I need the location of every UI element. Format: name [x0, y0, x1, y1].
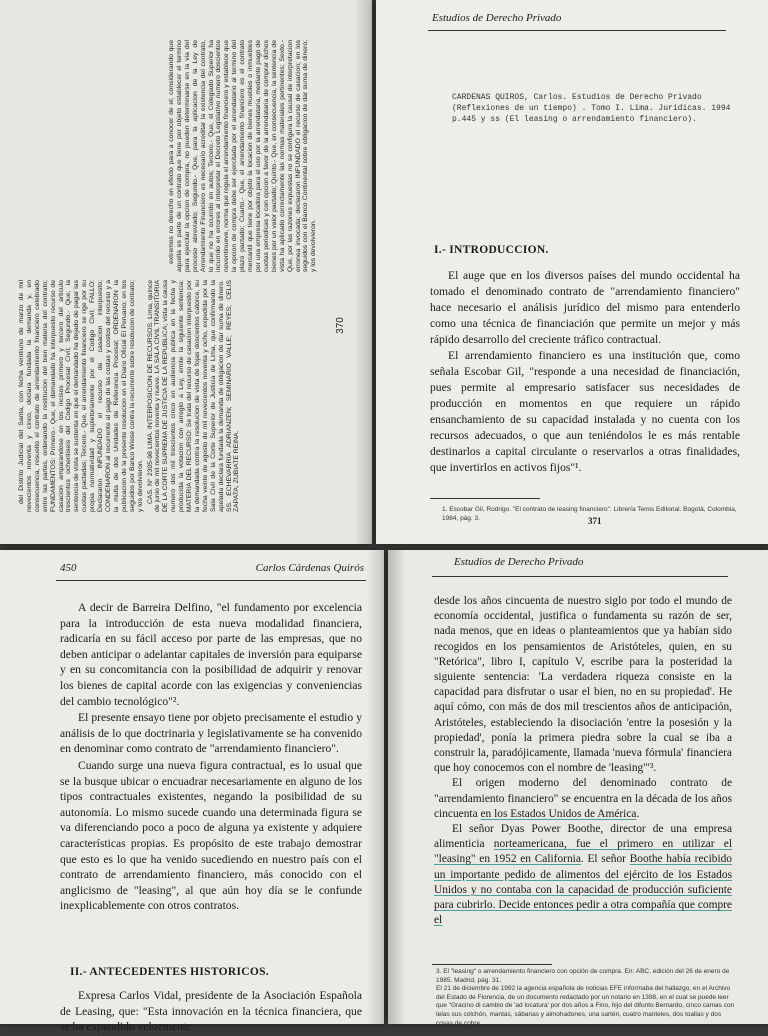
highlighted-text: Boothe había recibido un importante pedido de alimentos del ejército de los Estados Unidos y no contaba con la capacidad de producción suficiente para cubrirlo. Decide entonces pedir a otra compañía que compre el: [434, 853, 733, 927]
rotated-column-right: [168, 40, 318, 272]
header-rule: [432, 576, 728, 577]
legal-paragraph: del Distrito Judicial del Santa, con fecha veintiuno de marzo de mil novecientos noventa y cinco, declara fundada la demanda y, en consecuencia, resuelto el contrato de arrendamiento financiero celebrado entre las partes, ordenando la restitucion del bien materia del contrato; FUNDAMENTOS: Primero.- Que, el demandado ha interpuesto recurso de casacion amparandose en los incisos primero y tercero del articulo trescientos ochentiseis del Codigo Procesal Civil; Segundo.- Que, la sentencia de vista se sustenta en que el demandado ha dejado de pagar las cuotas pactadas; Tercero.- Que, el arrendamiento financiero se rige por su propia normatividad y supletoriamente por el Codigo Civil; FALLO: Declararon INFUNDADO el recurso de casacion interpuesto; CONDENARON al recurrente al pago de las costas y costos del recurso y a la multa de dos Unidades de Referencia Procesal; ORDENARON la publicacion de la presente resolucion en el Diario Oficial El Peruano; en los seguidos por Banco Wiese contra la recurrente sobre resolucion de contrato; y los devolvieron.: [18, 280, 144, 512]
paragraph: [434, 822, 732, 928]
header-rule: [56, 580, 366, 581]
header-rule: [428, 30, 726, 31]
section-title: II.- ANTECEDENTES HISTORICOS.: [70, 966, 269, 978]
gutter-shadow: [366, 550, 384, 1024]
text-run: . El señor: [580, 853, 630, 866]
running-head: Estudios de Derecho Privado: [454, 556, 584, 568]
footnote-rule: [430, 498, 540, 499]
paragraph: El presente ensayo tiene por objeto precisamente el estudio y análisis de lo que doctrinaria y legislativamente se ha convenido en denominar como contrato de "arrendamiento financiero".: [60, 711, 362, 756]
text-run: El origen moderno del denominado contrato de "arrendamiento financiero" se encuentra en la década de los años cincuenta: [434, 777, 732, 820]
page-number: 371: [588, 516, 602, 526]
legal-paragraph: extremos no derecho en efecto para a conocer de el; considerando que aquella es parte de un contrato que tiene por objeto establecer el termino para ejercitar la opcion de compra, no pueden determinarse en la via del proceso abreviado; Segundo.- Que, para la aplicacion de la Ley de Arrendamiento Financiero es necesario acreditar la existencia del contrato, lo que no ha ocurrido en autos; Tercero.- Que, el Colegiado Superior ha incurrido en errores al interpretar el Decreto Legislativo numero doscientos noventinueve, norma que regula el arrendamiento financiero y establece que la opcion de compra debe ser ejercitada por el arrendatario al termino del plazo pactado; Cuarto.- Que, el arrendamiento financiero es el contrato mercantil que tiene por objeto la locacion de bienes muebles o inmuebles por una empresa locadora para el uso por la arrendataria, mediante pago de cuotas periodicas y con opcion a favor de la arrendataria de comprar dichos bienes por un valor pactado; Quinto.- Que, en consecuencia, la sentencia de vista ha aplicado correctamente las normas materiales pertinentes; Sexto.- Que, por las razones expuestas no se configura la causal de interpretacion erronea invocada; declararon INFUNDADO el recurso de casacion; en los seguidos con el Banco Continental sobre obligacion de dar suma de dinero; y los devolvieron.: [168, 40, 318, 272]
paragraph: [434, 776, 732, 822]
body-text-continued: [60, 988, 362, 1036]
page-top-left: [0, 0, 372, 544]
rotated-column-left: [18, 280, 241, 512]
paragraph: Cuando surge una nueva figura contractual, es lo usual que se la busque ubicar o encuadrar necesariamente en alguno de los tipos contractuales existentes, negando la posibilidad de su autonomía. Lo mismo sucede cuando una determinada figura se va diferenciando poco a poco de alguna ya existente y adquiere características propias. Es propósito de este trabajo demostrar que esto es lo que ha venido sucediendo en nuestro país con el contrato de arrendamiento financiero, más conocido con el anglicismo de "leasing", al que aún hoy día se le confunde inexplicablemente con otros contratos.: [60, 758, 362, 913]
section-title: I.- INTRODUCCION.: [434, 244, 549, 256]
paragraph: El auge que en los diversos países del mundo occidental ha tomado el denominado contrato de "arrendamiento financiero" hace necesario el análisis jurídico del mismo para entenderlo como una técnica de financiación que permite un mejor y más rápido desarrollo del creciente tráfico contractual.: [430, 269, 740, 346]
body-text: [434, 594, 732, 928]
gutter-shadow: [388, 550, 406, 1024]
running-head: Estudios de Derecho Privado: [432, 12, 562, 24]
highlighted-text: norteamericana, fue el primero en utilizar el "leasing" en 1952 en California: [434, 838, 733, 866]
page-bottom-right: [388, 550, 768, 1027]
footnote-rule: [432, 964, 552, 965]
page-bottom-left: [0, 550, 384, 1034]
body-text: [430, 268, 740, 476]
page-top-right: [376, 0, 768, 544]
footnote-continuation: El 21 de diciembre de 1992 la agencia española de noticias EFE informaba del hallazgo, en el Archivo del Estado de Florencia, de un documento redactado por un notario en 1398, en el cual se puede leer que "Gracino di cambio de 'ad locatura' por dos años a Fino, hijo del difunto Bernardo, cinco camas con telas sus colchón, mantas, sábanas y almohadones, una sartén, cuatro manteles, dos toallas y dos cosas de cobre: [436, 985, 735, 1027]
bibliographic-citation: CARDENAS QUIROS, Carlos. Estudios de Derecho Privado (Reflexiones de un tiempo) . Tomo I. Lima. Juridicas. 1994 p.445 y ss (El leasing o arrendamiento financiero).: [452, 93, 731, 124]
paragraph: Expresa Carlos Vidal, presidente de la Asociación Española de Leasing, que: "Esta innovación en la técnica financiera, que se ha expandido velozmente: [60, 989, 362, 1034]
gutter-shadow: [354, 0, 372, 544]
text-run: .: [636, 807, 640, 820]
footnote: 3. El "leasing" o arrendamiento financiero con opción de compra. En: ABC, edición del 26 de enero de 1985. Madrid, pág. 31.: [436, 968, 730, 984]
footnotes: [436, 968, 736, 1028]
highlighted-text: en los Estados Unidos de América: [480, 807, 637, 820]
running-head: Carlos Cárdenas Quirós: [255, 562, 364, 574]
legal-paragraph: CAS. N° 2305-98 LIMA. INTERPOSICION DE RECURSOS. Lima, quince de junio de mil novecientos noventa y nueve. LA SALA CIVIL TRANSITORIA DE LA CORTE SUPREMA DE JUSTICIA DE LA REPUBLICA; vista la causa numero dos mil trescientos cinco en audiencia publica en la fecha y producida la votacion con arreglo a Ley, emite la siguiente sentencia: MATERIA DEL RECURSO: Se trata del recurso de casacion interpuesto por la demandada contra la resolucion de vista de fojas doscientos catorce, su fecha veinte de agosto de mil novecientos noventa y ocho, expedida por la Sala Civil de la Corte Superior de Justicia de Lima, que confirmando la apelada declara fundada la demanda de obligacion de dar suma de dinero. SS. ECHEVARRIA ADRIANZEN; SEMINARIO VALLE; REYES; CELIS ZAPATA; ZUBIATE REINA.: [146, 280, 241, 512]
text-run: El señor Dyas Power Boothe, director de una empresa alimenticia: [434, 823, 732, 851]
body-text: [60, 600, 362, 915]
page-number: 450: [60, 562, 77, 574]
paragraph: El arrendamiento financiero es una institución que, como señala Escobar Gil, "responde a una necesidad de financiación, pues permite al empresario satisfacer sus necesidades de producción en momentos en que requiere un rápido ensanchamiento de su capacidad instalada y no cuenta con los recursos adecuados, o que aun teniéndolos le es más rentable destinarlos a capital circulante o reservarlos a otras finalidades, que invertirlos en activos fijos"¹.: [430, 349, 740, 474]
footnote: 1. Escobar Gil, Rodrigo. "El contrato de leasing financiero". Librería Temis Editorial. Bogotá, Colombia, 1984, pág. 3.: [442, 506, 737, 522]
paragraph: desde los años cincuenta de nuestro siglo por todo el mundo de economía occidental, justifica o fundamenta su razón de ser, nada menos, que en ideas o planteamientos que ya habían sido recogidos en los pensamientos de Aristóteles, quien, en su "Retórica", libro I, capítulo V, escribe para la posteridad la siguiente sentencia: 'La verdadera riqueza consiste en la capacidad para disfrutar o usar el bien, no en su propiedad'. He aquí cómo, con más de dos mil trescientos años de anticipación, Aristóteles, estableciendo la disociación 'entre la posesión y la propiedad', ponía la primera piedra sobre la cual se iba a construir la, paradójicamente, llamada 'nueva fórmula' financiera que hoy conocemos con el nombre de 'leasing'"³.: [434, 595, 732, 775]
page-number: 370: [334, 317, 346, 334]
paragraph: A decir de Barreira Delfino, "el fundamento por excelencia para la introducción de esta nueva modalidad financiera, radicaría en su fácil acceso por parte de las empresas, que no deben anticipar o adelantar capitales de inversión para equiparse y en su concomitancia con la posibilidad de adquirir y renovar los bienes de capital acorde con las exigencias y conveniencias del cambio tecnológico"².: [60, 601, 362, 708]
